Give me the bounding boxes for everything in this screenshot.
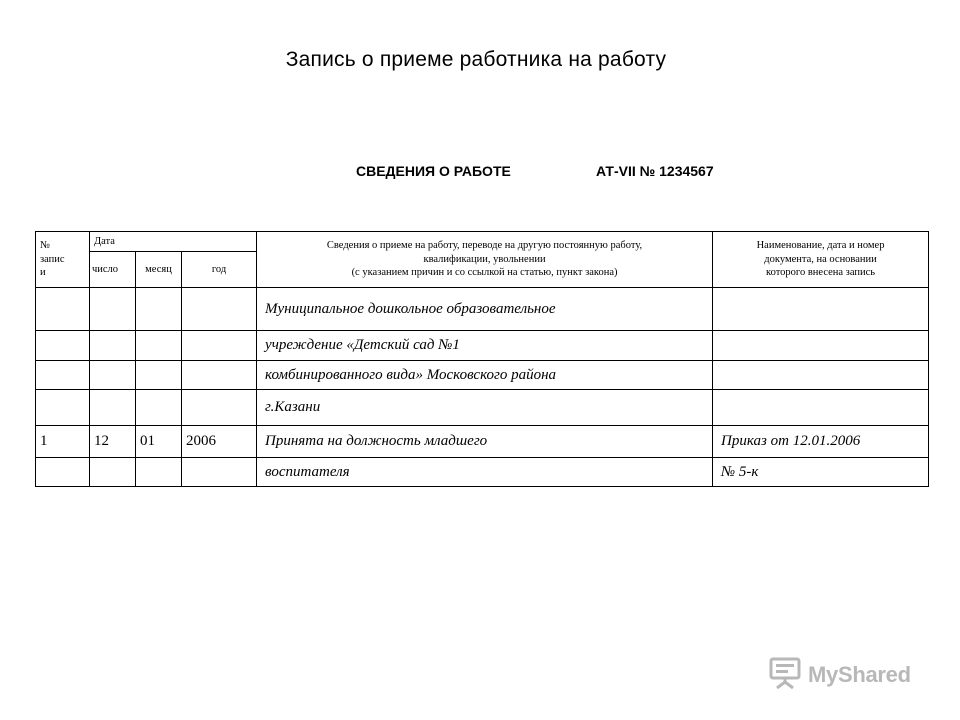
cell-basis-document [713,361,929,390]
section-heading: СВЕДЕНИЯ О РАБОТЕ [356,163,511,179]
cell-month [136,288,182,331]
cell-record-number [36,331,90,361]
header-doc-line1: Наименование, дата и номер [756,240,885,252]
header-doc-line2: документа, на основании [764,253,877,265]
header-info-line1: Сведения о приеме на работу, переводе на другую постоянную работу, [326,240,643,252]
cell-day [90,288,136,331]
header-month: месяц [136,252,182,288]
cell-basis-document: № 5-к [713,458,929,487]
cell-record-number [36,288,90,331]
header-basis-document [713,232,929,288]
header-number-line3: и [40,267,46,279]
cell-day [90,458,136,487]
cell-year [182,288,257,331]
table-row [36,361,929,390]
book-number: АТ-VII № 1234567 [596,163,714,179]
cell-work-info: Муниципальное дошкольное образовательное [257,288,713,331]
header-day: число [90,252,136,288]
cell-year [182,458,257,487]
table-row [36,458,929,487]
cell-work-info: г.Казани [257,390,713,426]
cell-year [182,361,257,390]
cell-basis-document [713,288,929,331]
header-info-line2: квалификации, увольнении [423,253,546,265]
table-row [36,426,929,458]
cell-month: 01 [136,426,182,458]
header-year: год [182,252,257,288]
cell-day [90,361,136,390]
cell-work-info: воспитателя [257,458,713,487]
header-number-sign: № [40,240,51,252]
table-row [36,390,929,426]
table-row [36,288,929,331]
cell-basis-document: Приказ от 12.01.2006 [713,426,929,458]
cell-work-info: комбинированного вида» Московского района [257,361,713,390]
cell-year [182,331,257,361]
cell-month [136,331,182,361]
cell-day [90,331,136,361]
cell-month [136,458,182,487]
cell-year [182,390,257,426]
header-number-line2: запис [40,253,65,265]
work-record-table [35,231,929,487]
presentation-board-icon [768,657,802,694]
cell-basis-document [713,390,929,426]
header-date: Дата [90,232,257,252]
watermark-text: MyShared [808,662,911,687]
cell-month [136,361,182,390]
cell-year: 2006 [182,426,257,458]
table-row [36,331,929,361]
cell-day: 12 [90,426,136,458]
cell-day [90,390,136,426]
cell-record-number [36,458,90,487]
header-work-info [257,232,713,288]
header-doc-line3: которого внесена запись [766,267,876,279]
myshared-watermark [768,658,911,692]
cell-record-number [36,390,90,426]
cell-record-number [36,361,90,390]
header-record-number [36,232,90,288]
cell-work-info: Принята на должность младшего [257,426,713,458]
cell-record-number: 1 [36,426,90,458]
cell-work-info: учреждение «Детский сад №1 [257,331,713,361]
document-title: Запись о приеме работника на работу [285,48,667,71]
header-info-line3: (с указанием причин и со ссылкой на статью, пункт закона) [351,267,618,279]
cell-basis-document [713,331,929,361]
cell-month [136,390,182,426]
